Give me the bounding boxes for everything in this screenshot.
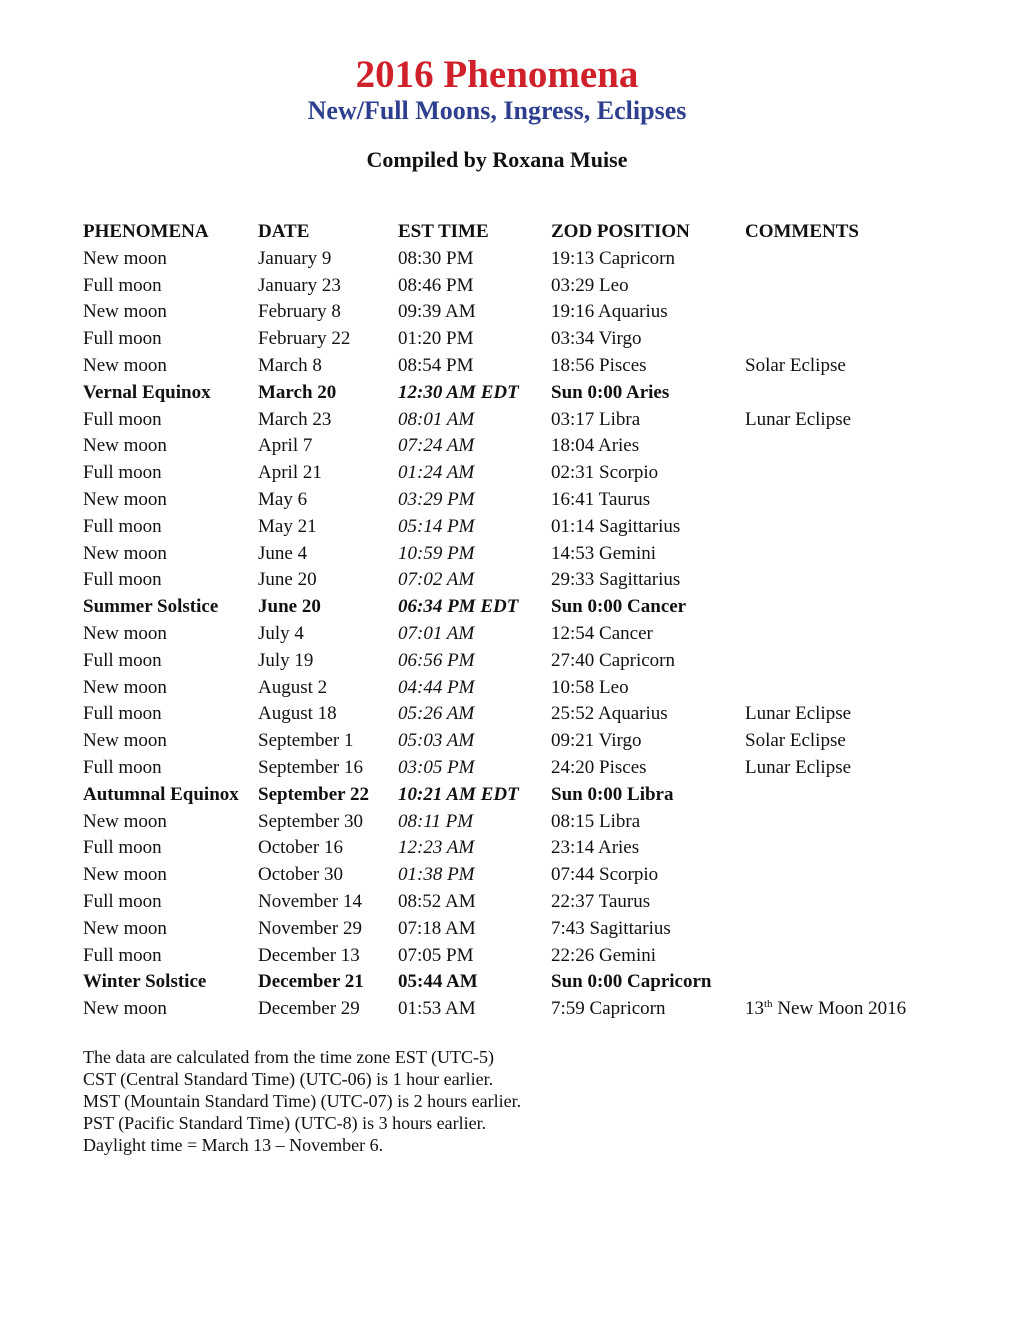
cell-phenomena: New moon (83, 998, 167, 1020)
table-row (83, 460, 925, 487)
cell-zod-position: 16:41 Taurus (551, 488, 651, 510)
cell-date: September 22 (258, 783, 369, 805)
cell-phenomena: New moon (83, 676, 167, 698)
cell-phenomena: Full moon (83, 837, 162, 859)
cell-time: 07:24 AM (398, 435, 475, 457)
cell-date: February 22 (258, 328, 351, 350)
cell-date: April 21 (258, 462, 322, 484)
table-row (83, 246, 925, 273)
cell-comment: Lunar Eclipse (745, 408, 852, 430)
cell-time: 07:05 PM (398, 944, 474, 966)
cell-date: October 30 (258, 864, 343, 886)
cell-date: December 29 (258, 998, 360, 1020)
cell-comment (745, 567, 925, 594)
cell-time: 07:18 AM (398, 917, 476, 939)
cell-time: 08:46 PM (398, 274, 474, 296)
cell-time: 04:44 PM (398, 676, 475, 698)
cell-phenomena: Winter Solstice (83, 971, 207, 993)
cell-date: March 20 (258, 381, 337, 403)
cell-phenomena: New moon (83, 488, 167, 510)
cell-phenomena: New moon (83, 864, 167, 886)
cell-phenomena: New moon (83, 354, 167, 376)
cell-comment: Solar Eclipse (745, 354, 846, 376)
cell-zod-position: Sun 0:00 Cancer (551, 596, 687, 618)
cell-phenomena: Vernal Equinox (83, 381, 211, 403)
cell-date: May 6 (258, 488, 308, 510)
table-row (83, 567, 925, 594)
cell-comment (745, 299, 925, 326)
comment-ordinal-suffix: th (764, 998, 773, 1011)
cell-comment (745, 460, 925, 487)
cell-time: 10:59 PM (398, 542, 475, 564)
cell-comment (745, 809, 925, 836)
cell-comment (745, 621, 925, 648)
cell-phenomena: Full moon (83, 328, 162, 350)
cell-comment (745, 996, 925, 1023)
cell-date: December 13 (258, 944, 360, 966)
cell-time: 08:52 AM (398, 890, 476, 912)
cell-zod-position: Sun 0:00 Capricorn (551, 971, 712, 993)
table-header-row (83, 219, 925, 246)
cell-phenomena: Full moon (83, 462, 162, 484)
cell-time: 07:02 AM (398, 569, 475, 591)
cell-time: 08:54 PM (398, 354, 474, 376)
table-row (83, 782, 925, 809)
table-row (83, 621, 925, 648)
note-line: PST (Pacific Standard Time) (UTC-8) is 3 hours earlier. (83, 1113, 487, 1133)
table-row (83, 809, 925, 836)
cell-zod-position: 03:17 Libra (551, 408, 641, 430)
cell-comment (745, 326, 925, 353)
column-header-date: DATE (258, 221, 310, 242)
cell-comment (745, 782, 925, 809)
table-row (83, 862, 925, 889)
cell-date: August 2 (258, 676, 328, 698)
cell-date: January 9 (258, 247, 332, 269)
table-row (83, 594, 925, 621)
cell-comment (745, 862, 925, 889)
cell-date: March 23 (258, 408, 332, 430)
cell-time: 01:20 PM (398, 328, 474, 350)
cell-date: January 23 (258, 274, 341, 296)
cell-date: June 20 (258, 569, 317, 591)
column-header-zod-position: ZOD POSITION (551, 221, 690, 242)
table-row (83, 755, 925, 782)
cell-date: November 29 (258, 917, 362, 939)
cell-date: April 7 (258, 435, 313, 457)
table-row (83, 728, 925, 755)
cell-phenomena: New moon (83, 301, 167, 323)
cell-phenomena: Full moon (83, 944, 162, 966)
cell-comment (745, 246, 925, 273)
cell-time: 12:23 AM (398, 837, 475, 859)
cell-zod-position: 12:54 Cancer (551, 622, 653, 644)
table-row (83, 541, 925, 568)
table-row (83, 648, 925, 675)
cell-date: June 20 (258, 596, 321, 618)
cell-zod-position: 25:52 Aquarius (551, 703, 668, 725)
cell-phenomena: Full moon (83, 890, 162, 912)
cell-date: November 14 (258, 890, 362, 912)
note-line: Daylight time = March 13 – November 6. (83, 1135, 384, 1155)
table-row (83, 943, 925, 970)
cell-phenomena: New moon (83, 730, 167, 752)
cell-time: 01:53 AM (398, 998, 476, 1020)
cell-time: 05:14 PM (398, 515, 475, 537)
cell-zod-position: Sun 0:00 Libra (551, 783, 674, 805)
cell-date: August 18 (258, 703, 337, 725)
cell-time: 06:56 PM (398, 649, 475, 671)
cell-zod-position: 14:53 Gemini (551, 542, 657, 564)
comment-number: 13 (745, 998, 764, 1020)
cell-date: March 8 (258, 354, 322, 376)
table-row (83, 299, 925, 326)
cell-phenomena: New moon (83, 917, 167, 939)
cell-date: September 1 (258, 730, 354, 752)
cell-phenomena: Full moon (83, 649, 162, 671)
cell-comment (745, 433, 925, 460)
cell-time: 12:30 AM EDT (398, 381, 519, 403)
cell-zod-position: 18:04 Aries (551, 435, 640, 457)
table-row (83, 487, 925, 514)
cell-phenomena: New moon (83, 435, 167, 457)
notes (83, 1046, 521, 1156)
cell-phenomena: Full moon (83, 756, 162, 778)
cell-date: July 4 (258, 622, 304, 644)
table-row (83, 514, 925, 541)
cell-time: 03:05 PM (398, 756, 475, 778)
table-row (83, 996, 925, 1023)
note-line: MST (Mountain Standard Time) (UTC-07) is 2 hours earlier. (83, 1091, 522, 1111)
column-header-phenomena: PHENOMENA (83, 221, 209, 242)
table-row (83, 835, 925, 862)
cell-zod-position: 29:33 Sagittarius (551, 569, 681, 591)
cell-zod-position: 22:26 Gemini (551, 944, 657, 966)
column-header-time: EST TIME (398, 221, 489, 242)
cell-zod-position: 03:34 Virgo (551, 328, 642, 350)
cell-comment (745, 273, 925, 300)
cell-phenomena: New moon (83, 810, 167, 832)
cell-comment (745, 675, 925, 702)
cell-comment (745, 648, 925, 675)
cell-zod-position: 22:37 Taurus (551, 890, 651, 912)
column-header-comments: COMMENTS (745, 221, 859, 242)
cell-time: 03:29 PM (398, 488, 475, 510)
phenomena-table (83, 219, 925, 1023)
cell-zod-position: 19:16 Aquarius (551, 301, 668, 323)
cell-time: 05:26 AM (398, 703, 475, 725)
cell-zod-position: 03:29 Leo (551, 274, 629, 296)
cell-time: 07:01 AM (398, 622, 475, 644)
table-row (83, 675, 925, 702)
cell-zod-position: 10:58 Leo (551, 676, 629, 698)
cell-date: June 4 (258, 542, 308, 564)
table-row (83, 433, 925, 460)
table-row (83, 916, 925, 943)
cell-time: 06:34 PM EDT (398, 596, 519, 618)
cell-phenomena: Full moon (83, 274, 162, 296)
cell-zod-position: 23:14 Aries (551, 837, 640, 859)
cell-comment (745, 916, 925, 943)
cell-zod-position: Sun 0:00 Aries (551, 381, 670, 403)
cell-date: October 16 (258, 837, 343, 859)
page-subtitle: New/Full Moons, Ingress, Eclipses (307, 96, 687, 125)
table-row (83, 407, 925, 434)
cell-time: 08:01 AM (398, 408, 475, 430)
table-row (83, 273, 925, 300)
cell-date: July 19 (258, 649, 314, 671)
cell-zod-position: 18:56 Pisces (551, 354, 647, 376)
table-row (83, 326, 925, 353)
cell-phenomena: Full moon (83, 569, 162, 591)
cell-zod-position: 27:40 Capricorn (551, 649, 676, 671)
cell-zod-position: 09:21 Virgo (551, 730, 642, 752)
cell-comment: Lunar Eclipse (745, 703, 852, 725)
note-line: CST (Central Standard Time) (UTC-06) is 1 hour earlier. (83, 1069, 494, 1089)
cell-zod-position: 24:20 Pisces (551, 756, 647, 778)
cell-zod-position: 19:13 Capricorn (551, 247, 676, 269)
cell-phenomena: Summer Solstice (83, 596, 219, 618)
compiled-by: Compiled by Roxana Muise (366, 147, 628, 172)
cell-zod-position: 07:44 Scorpio (551, 864, 659, 886)
note-line: The data are calculated from the time zone EST (UTC-5) (83, 1047, 494, 1067)
cell-zod-position: 7:43 Sagittarius (551, 917, 671, 939)
cell-comment (745, 889, 925, 916)
cell-date: May 21 (258, 515, 317, 537)
cell-phenomena: Full moon (83, 703, 162, 725)
table-row (83, 380, 925, 407)
cell-time: 10:21 AM EDT (398, 783, 519, 805)
cell-comment (745, 594, 925, 621)
cell-phenomena: Full moon (83, 408, 162, 430)
table-body (83, 246, 925, 1023)
cell-time: 08:11 PM (398, 810, 474, 832)
cell-comment (745, 380, 925, 407)
cell-comment (745, 969, 925, 996)
cell-time: 05:44 AM (398, 971, 478, 993)
cell-date: September 16 (258, 756, 364, 778)
table-row (83, 701, 925, 728)
cell-phenomena: New moon (83, 247, 167, 269)
cell-time: 05:03 AM (398, 730, 475, 752)
comment-text: New Moon 2016 (772, 998, 907, 1020)
cell-comment: Solar Eclipse (745, 730, 846, 752)
cell-phenomena: New moon (83, 622, 167, 644)
cell-zod-position: 01:14 Sagittarius (551, 515, 681, 537)
page-title: 2016 Phenomena (355, 53, 639, 96)
cell-comment (745, 541, 925, 568)
cell-zod-position: 02:31 Scorpio (551, 462, 659, 484)
table-row (83, 353, 925, 380)
cell-comment (745, 514, 925, 541)
cell-date: December 21 (258, 971, 364, 993)
table-row (83, 969, 925, 996)
cell-comment (745, 835, 925, 862)
cell-comment: Lunar Eclipse (745, 756, 852, 778)
cell-comment (745, 943, 925, 970)
table-row (83, 889, 925, 916)
cell-comment (745, 487, 925, 514)
cell-zod-position: 08:15 Libra (551, 810, 641, 832)
cell-time: 01:38 PM (398, 864, 475, 886)
cell-time: 08:30 PM (398, 247, 474, 269)
cell-phenomena: Full moon (83, 515, 162, 537)
cell-time: 09:39 AM (398, 301, 476, 323)
cell-date: September 30 (258, 810, 364, 832)
cell-zod-position: 7:59 Capricorn (551, 998, 666, 1020)
cell-phenomena: New moon (83, 542, 167, 564)
cell-phenomena: Autumnal Equinox (83, 783, 239, 805)
cell-date: February 8 (258, 301, 341, 323)
cell-time: 01:24 AM (398, 462, 475, 484)
